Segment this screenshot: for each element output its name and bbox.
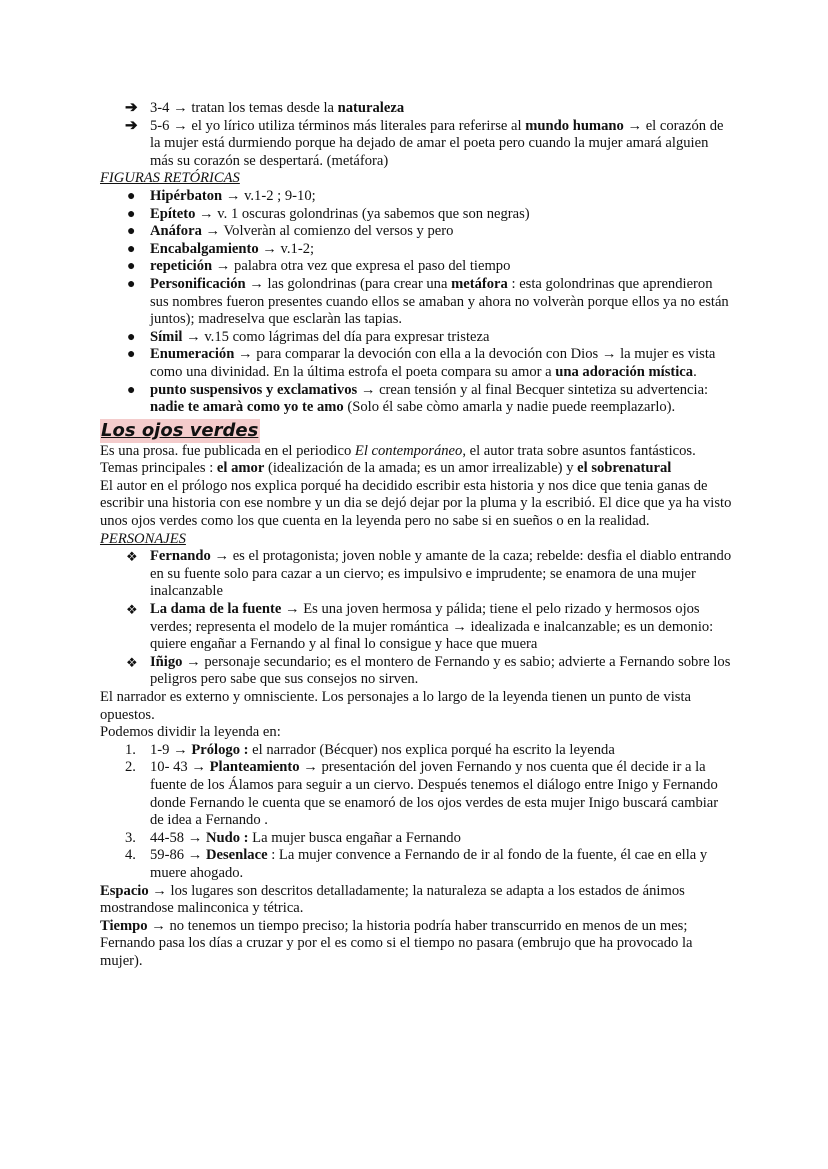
list-item: 4. 59-86 → Desenlace : La mujer convence a Fernando de ir al fondo de la fuente, él cae en ella y muere ahogado. xyxy=(125,847,708,881)
list-item: ● Epíteto → v. 1 oscuras golondrinas (ya sabemos que son negras) xyxy=(127,205,530,222)
list-item: 1. 1-9 → Prólogo : el narrador (Bécquer) nos explica porqué ha escrito la leyenda xyxy=(125,741,615,758)
diamond-bullet-icon: ❖ xyxy=(126,549,138,565)
figuras-label: FIGURAS RETÓRICAS xyxy=(100,170,240,187)
espacio-paragraph: Espacio → los lugares son descritos detalladamente; la naturaleza se adapta a los estados de ánimos mostrandose malinconica y tétrica. xyxy=(100,882,685,917)
bullet-icon: ● xyxy=(127,382,136,398)
list-item: ● Símil → v.15 como lágrimas del día para expresar tristeza xyxy=(127,328,490,345)
list-item: ❖ La dama de la fuente → Es una joven hermosa y pálida; tiene el pelo rizado y hermosos ojos verdes; representa el modelo de la mujer romántica → idealizada e inalcanzable; es un demonio: quiere engañar a Fernando y al final lo consigue y hace que muera xyxy=(126,601,714,653)
list-item: ❖ Fernando → es el protagonista; joven noble y amante de la caza; rebelde: desfia el diablo entrando en su fuente solo para cazar a un ciervo; es impulsivo e imprudente; se enamora de una mujer inalcanzable xyxy=(126,548,732,600)
list-item: ● punto suspensivos y exclamativos → crean tensión y al final Becquer sintetiza su advertencia: nadie te amarà como yo te amo (Solo él sabe còmo amarla y nadie puede reemplazarlo). xyxy=(127,381,709,416)
document-page xyxy=(100,100,732,971)
personajes-label: PERSONAJES xyxy=(100,530,186,547)
list-item: ❖ Iñigo → personaje secundario; es el montero de Fernando y es sabio; advierte a Fernando sobre los peligros pero sabe que sus consejos no sirven. xyxy=(126,653,731,688)
list-item: ● Enumeración → para comparar la devoción con ella a la devoción con Dios → la mujer es vista como una divinidad. En la última estrofa el poeta compara su amor a una adoración mística. xyxy=(127,346,716,380)
bullet-icon: ● xyxy=(127,259,136,275)
list-item: ● repetición → palabra otra vez que expresa el paso del tiempo xyxy=(127,258,511,275)
diamond-bullet-icon: ❖ xyxy=(126,654,138,670)
verse-arrow-list xyxy=(100,100,732,170)
narrador-paragraph: El narrador es externo y omnisciente. Los personajes a lo largo de la leyenda tienen un punto de vista opuestos. xyxy=(100,689,691,723)
list-item: ● Anáfora → Volveràn al comienzo del versos y pero xyxy=(127,223,454,240)
arrow-icon: ➔ xyxy=(125,117,138,134)
list-item: ● Hipérbaton → v.1-2 ; 9-10; xyxy=(127,187,316,204)
arrow-icon: ➔ xyxy=(125,100,138,116)
list-item: ● Encabalgamiento → v.1-2; xyxy=(127,240,315,257)
figuras-list xyxy=(100,188,732,417)
bullet-icon: ● xyxy=(127,241,136,257)
list-item: 2. 10- 43 → Planteamiento → presentación del joven Fernando y nos cuenta que él decide ir a la fuente de los Álamos para seguir a un ciervo. Después tenemos el diálogo entre Inigo y Fernando donde Fernando le cuenta que se enamoró de los ojos verdes de esta mujer Inigo buscará cambiar de idea a Fernando . xyxy=(125,759,719,829)
section-heading: Los ojos verdes xyxy=(101,419,259,441)
partes-list xyxy=(100,742,732,883)
dividir-line: Podemos dividir la leyenda en: xyxy=(100,724,281,741)
tiempo-paragraph: Tiempo → no tenemos un tiempo preciso; la historia podría haber transcurrido en menos de un mes; Fernando pasa los días a cruzar y por el es como si el tiempo no pasara (embrujo que ha provocado la mujer). xyxy=(100,917,693,969)
bullet-icon: ● xyxy=(127,347,136,363)
bullet-icon: ● xyxy=(127,224,136,240)
list-item: ● Personificación → las golondrinas (para crear una metáfora : esta golondrinas que aprendieron sus nombres fueron presentes cuando ellos se amaban y ahora no volveràn porque ellos ya no están juntos); madreselva que esclaràn las tapias. xyxy=(127,275,729,328)
list-item: ➔ 3-4 → tratan los temas desde la naturaleza xyxy=(125,100,405,116)
bullet-icon: ● xyxy=(127,276,136,292)
diamond-bullet-icon: ❖ xyxy=(126,602,138,618)
bullet-icon: ● xyxy=(127,206,136,222)
intro-line-1: Es una prosa. fue publicada en el periodico El contemporáneo, el autor trata sobre asuntos fantásticos. xyxy=(100,442,696,459)
personajes-list xyxy=(100,548,732,689)
bullet-icon: ● xyxy=(127,188,136,204)
intro-paragraph: El autor en el prólogo nos explica porqué ha decidido escribir esta historia y nos dice que tenia ganas de escribir una historia con ese nombre y un dia se dejó dejar por la pluma y la escribió. El dice que ya ha visto unos ojos verdes como los que cuenta en la leyenda pero no sabe si en sueños o en la realidad. xyxy=(100,477,732,530)
intro-line-2: Temas principales : el amor (idealización de la amada; es un amor irrealizable) y el sobrenatural xyxy=(100,460,672,477)
list-item: ➔ 5-6 → el yo lírico utiliza términos más literales para referirse al mundo humano → el corazón de la mujer está durmiendo porque ha dejado de amar el poeta pero cuando la mujer amará alguien más su corazón se despertará. (metáfora) xyxy=(125,117,724,169)
list-item: 3. 44-58 → Nudo : La mujer busca engañar a Fernando xyxy=(125,829,461,846)
bullet-icon: ● xyxy=(127,329,136,345)
